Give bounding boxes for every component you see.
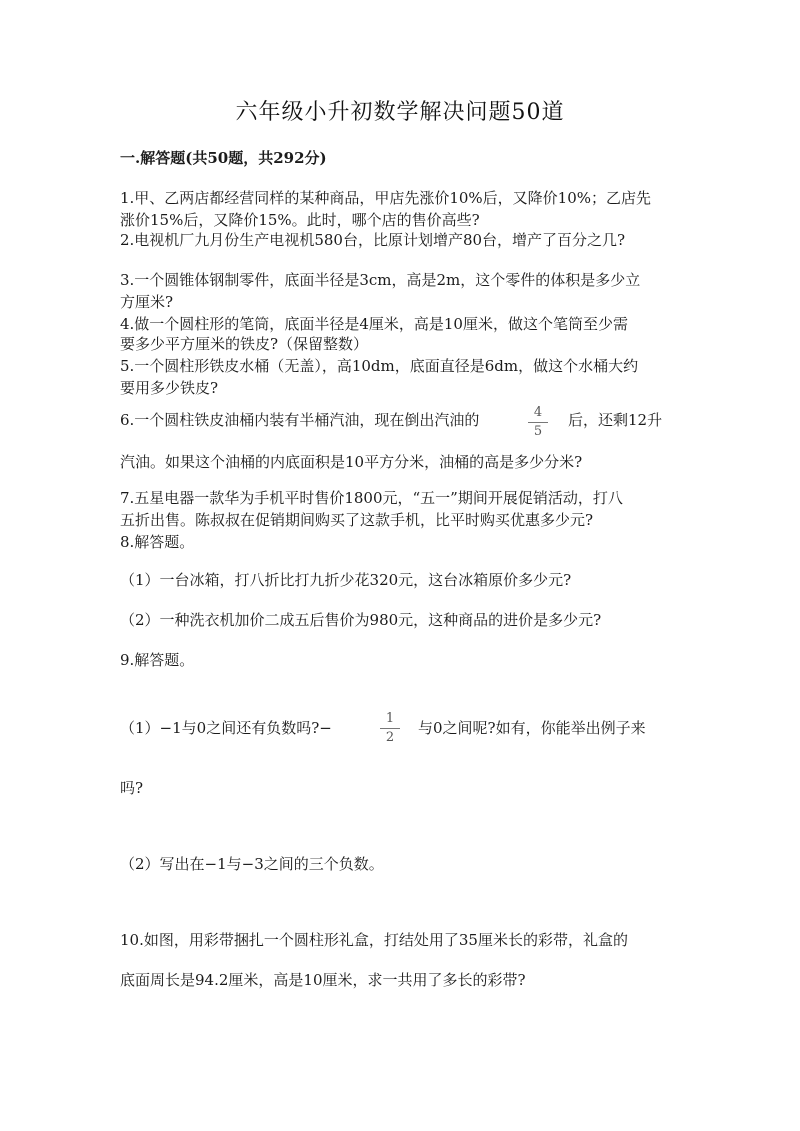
q3-line2: 方厘米? xyxy=(120,293,174,311)
q9-sub2: （2）写出在−1与−3之间的三个负数。 xyxy=(120,855,384,873)
q6-line1a: 6.一个圆柱铁皮油桶内装有半桶汽油，现在倒出汽油的 xyxy=(120,411,480,429)
q6-fraction-numerator: 4 xyxy=(528,404,548,423)
q10-line1: 10.如图，用彩带捆扎一个圆柱形礼盒，打结处用了35厘米长的彩带，礼盒的 xyxy=(120,931,628,949)
q7-line2: 五折出售。陈叔叔在促销期间购买了这款手机，比平时购买优惠多少元? xyxy=(120,511,594,529)
q4-line1: 4.做一个圆柱形的笔筒，底面半径是4厘米，高是10厘米，做这个笔筒至少需 xyxy=(120,315,628,333)
q6-line2: 汽油。如果这个油桶的内底面积是10平方分米，油桶的高是多少分米? xyxy=(120,453,583,471)
q9-fraction-numerator: 1 xyxy=(380,710,400,729)
q8-sub2: （2）一种洗衣机加价二成五后售价为980元，这种商品的进价是多少元? xyxy=(120,611,602,629)
q9-sub1c: 吗? xyxy=(120,779,144,797)
q1-line1: 1.甲、乙两店都经营同样的某种商品，甲店先涨价10%后，又降价10%；乙店先 xyxy=(120,189,651,207)
q9-line1: 9.解答题。 xyxy=(120,651,195,669)
q6-fraction-denominator: 5 xyxy=(533,424,543,439)
q8-line1: 8.解答题。 xyxy=(120,533,195,551)
q9-fraction-denominator: 2 xyxy=(385,730,395,745)
q10-line2: 底面周长是94.2厘米，高是10厘米，求一共用了多长的彩带? xyxy=(120,971,526,989)
section-heading: 一.解答题(共50题，共292分) xyxy=(120,149,327,167)
page-title: 六年级小升初数学解决问题50道 xyxy=(235,100,565,125)
q2-line1: 2.电视机厂九月份生产电视机580台，比原计划增产80台，增产了百分之几? xyxy=(120,231,626,249)
q9-sub1a: （1）−1与0之间还有负数吗?− xyxy=(120,719,332,737)
q5-line2: 要用多少铁皮? xyxy=(120,379,219,397)
q4-line2: 要多少平方厘米的铁皮?（保留整数） xyxy=(120,335,369,353)
q8-sub1: （1）一台冰箱，打八折比打九折少花320元，这台冰箱原价多少元? xyxy=(120,571,572,589)
q5-line1: 5.一个圆柱形铁皮水桶（无盖），高10dm，底面直径是6dm，做这个水桶大约 xyxy=(120,357,639,375)
q6-fraction xyxy=(528,404,548,441)
q9-fraction xyxy=(380,710,400,747)
q1-line2: 涨价15%后，又降价15%。此时，哪个店的售价高些? xyxy=(120,211,480,229)
q6-line1b: 后，还剩12升 xyxy=(568,411,663,429)
q3-line1: 3.一个圆锥体钢制零件，底面半径是3cm，高是2m，这个零件的体积是多少立 xyxy=(120,271,641,289)
q9-sub1b: 与0之间呢?如有，你能举出例子来 xyxy=(418,719,646,737)
q7-line1: 7.五星电器一款华为手机平时售价1800元，“五一”期间开展促销活动，打八 xyxy=(120,489,623,507)
